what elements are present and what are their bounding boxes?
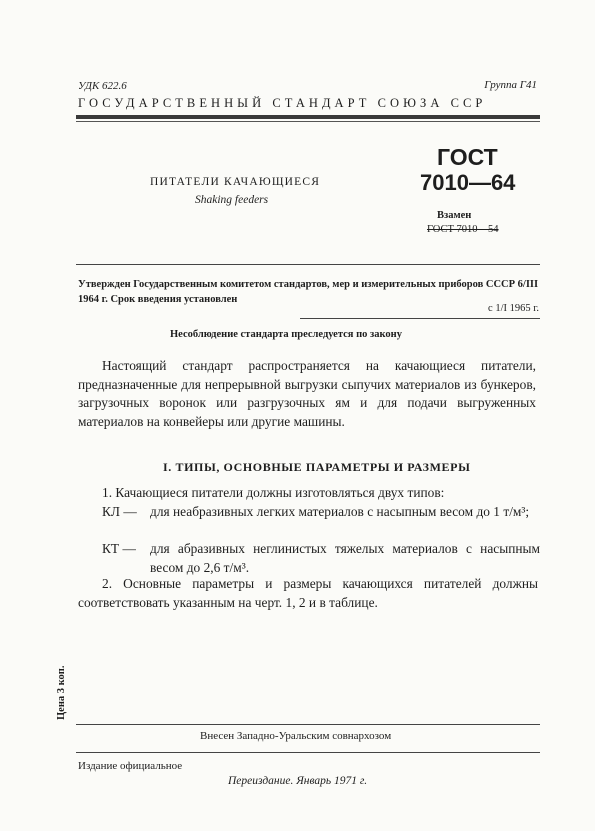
- type-code: КТ —: [102, 541, 136, 556]
- state-standard-title: ГОСУДАРСТВЕННЫЙ СТАНДАРТ СОЮЗА ССР: [78, 96, 487, 110]
- price-text: Цена 3 коп.: [56, 665, 67, 720]
- replaces-label: Взамен: [437, 210, 472, 221]
- approval-rule: [76, 264, 540, 265]
- header-rule-thin: [76, 121, 540, 122]
- official-edition: Издание официальное: [78, 760, 183, 772]
- intro-paragraph: Настоящий стандарт распространяется на качающиеся питатели, предназначенные для непрерывной выгрузки сыпучих материалов из бункеров, загрузочных воронок или разгрузочных ям и для подачи выгруженных материалов на конвейеры или другие машины.: [78, 358, 536, 429]
- type-kl: [102, 503, 540, 522]
- footer-rule-bottom: [76, 752, 540, 753]
- effective-rule: [300, 318, 540, 319]
- price-stamp: [56, 630, 70, 720]
- introduced-by: Внесен Западно-Уральским совнархозом: [200, 730, 392, 742]
- type-description: для неабразивных легких материалов с насыпным весом до 1 т/м³;: [150, 504, 530, 519]
- udk-code: УДК 622.6: [78, 80, 127, 92]
- gost-number: 7010—64: [420, 170, 516, 195]
- type-description: для абразивных неглинистых тяжелых материалов с насыпным весом до 2,6 т/м³.: [150, 541, 540, 575]
- type-kt: [102, 540, 540, 577]
- group-code: Группа Г41: [484, 79, 537, 91]
- document-title-en: Shaking feeders: [195, 194, 269, 206]
- gost-label: ГОСТ: [437, 144, 498, 170]
- replaced-standard: ГОСТ 7010—54: [427, 224, 499, 235]
- document-title-ru: ПИТАТЕЛИ КАЧАЮЩИЕСЯ: [150, 176, 321, 188]
- type-code: КЛ —: [102, 504, 137, 519]
- clause-1: 1. Качающиеся питатели должны изготовляться двух типов:: [102, 485, 445, 500]
- law-note: Несоблюдение стандарта преследуется по закону: [170, 329, 402, 340]
- header-rule-thick: [76, 115, 540, 119]
- approval-statement: Утвержден Государственным комитетом стандартов, мер и измерительных приборов СССР 6/III 1964 г. Срок введения установлен: [78, 279, 539, 305]
- section-heading: I. ТИПЫ, ОСНОВНЫЕ ПАРАМЕТРЫ И РАЗМЕРЫ: [163, 460, 471, 474]
- clause-2: 2. Основные параметры и размеры качающихся питателей должны соответствовать указанным на черт. 1, 2 и в таблице.: [78, 576, 538, 610]
- reprint-note: Переиздание. Январь 1971 г.: [228, 775, 368, 787]
- effective-date: с 1/I 1965 г.: [488, 303, 539, 314]
- footer-rule-top: [76, 724, 540, 725]
